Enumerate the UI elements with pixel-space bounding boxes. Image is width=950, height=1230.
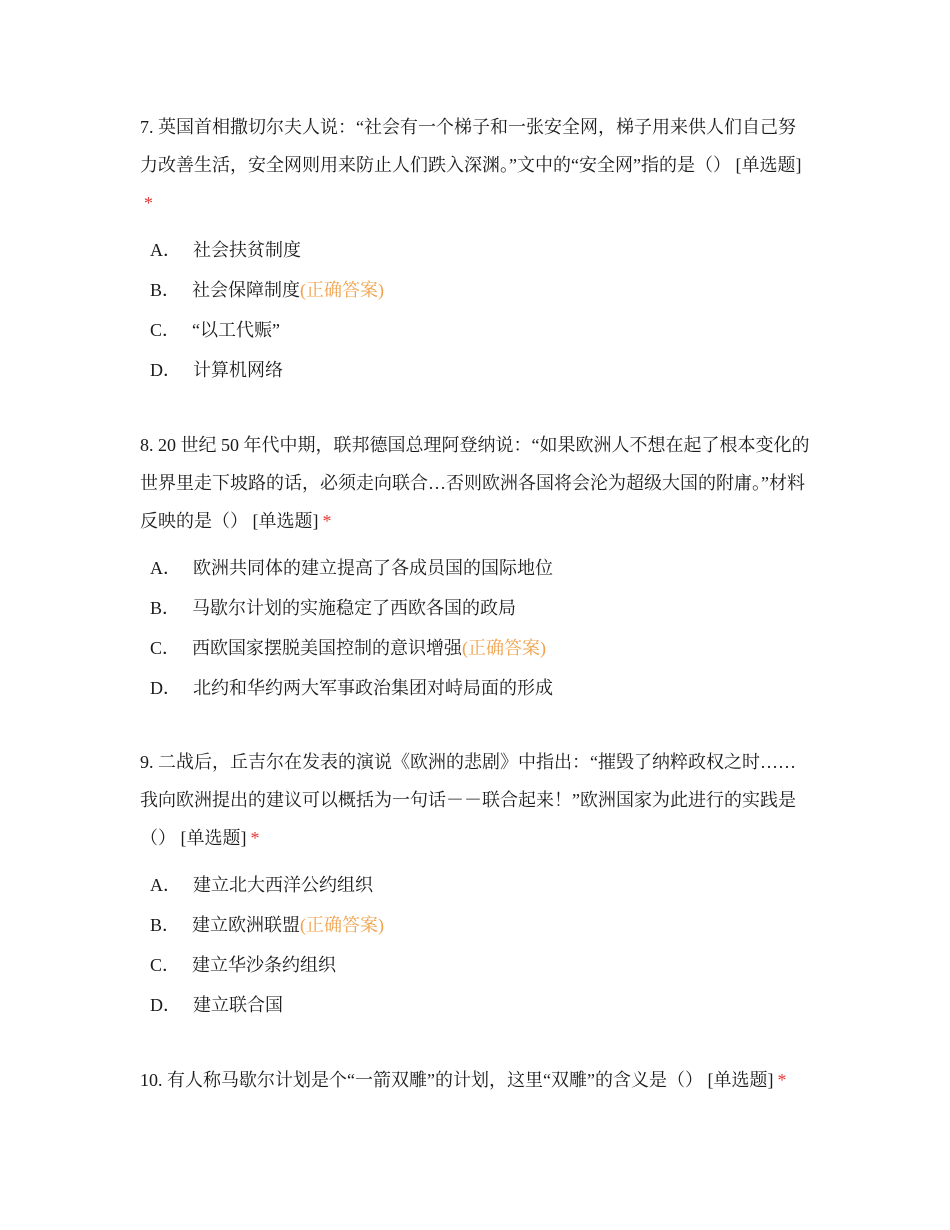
option-a[interactable]: [140, 230, 812, 270]
option-text: 西欧国家摆脱美国控制的意识增强: [192, 638, 463, 658]
required-mark: *: [144, 193, 153, 213]
option-b[interactable]: [140, 270, 812, 310]
option-letter: B．: [150, 598, 181, 618]
option-a[interactable]: [140, 865, 812, 905]
option-letter: D．: [150, 995, 181, 1015]
option-text: 计算机网络: [193, 360, 283, 380]
option-b[interactable]: [140, 588, 812, 628]
question-stem: [140, 426, 812, 540]
option-list: [140, 548, 812, 708]
option-letter: D．: [150, 360, 181, 380]
question-stem-text: 9. 二战后，丘吉尔在发表的演说《欧洲的悲剧》中指出：“摧毁了纳粹政权之时……我向欧洲提出的建议可以概括为一句话－－联合起来！”欧洲国家为此进行的实践是（） [单选题]: [140, 752, 796, 848]
option-d[interactable]: [140, 350, 812, 390]
correct-answer-label: (正确答案): [300, 280, 385, 300]
option-d[interactable]: [140, 985, 812, 1025]
option-text: 建立欧洲联盟: [192, 915, 301, 935]
option-letter: D．: [150, 678, 181, 698]
option-text: 建立联合国: [193, 995, 283, 1015]
question-10: [140, 1061, 812, 1099]
option-c[interactable]: [140, 310, 812, 350]
required-mark: *: [322, 511, 332, 531]
option-list: [140, 230, 812, 390]
option-text: 社会扶贫制度: [193, 240, 301, 260]
question-stem: [140, 1061, 812, 1099]
option-letter: A．: [150, 240, 181, 260]
option-letter: C．: [150, 320, 181, 340]
option-text: 北约和华约两大军事政治集团对峙局面的形成: [193, 678, 553, 698]
option-text: 建立华沙条约组织: [192, 955, 337, 975]
question-stem: [140, 108, 812, 222]
option-d[interactable]: [140, 668, 812, 708]
question-stem: [140, 743, 812, 857]
option-text: 欧洲共同体的建立提高了各成员国的国际地位: [193, 558, 553, 578]
question-stem-text: 10. 有人称马歇尔计划是个“一箭双雕”的计划，这里“双雕”的含义是（） [单选题]: [140, 1070, 774, 1090]
option-a[interactable]: [140, 548, 812, 588]
question-stem-text: 7. 英国首相撒切尔夫人说：“社会有一个梯子和一张安全网，梯子用来供人们自己努力改善生活，安全网则用来防止人们跌入深渊。”文中的“安全网”指的是（） [单选题]: [140, 117, 802, 175]
option-c[interactable]: [140, 945, 812, 985]
option-letter: B．: [150, 280, 181, 300]
option-letter: B．: [150, 915, 181, 935]
required-mark: *: [777, 1070, 787, 1090]
option-letter: C．: [150, 638, 181, 658]
correct-answer-label: (正确答案): [462, 638, 547, 658]
option-b[interactable]: [140, 905, 812, 945]
option-letter: C．: [150, 955, 181, 975]
option-letter: A．: [150, 558, 181, 578]
correct-answer-label: (正确答案): [300, 915, 385, 935]
option-text: “以工代赈”: [192, 320, 280, 340]
option-c[interactable]: [140, 628, 812, 668]
option-text: 社会保障制度: [192, 280, 301, 300]
option-text: 马歇尔计划的实施稳定了西欧各国的政局: [192, 598, 517, 618]
option-letter: A．: [150, 875, 181, 895]
option-text: 建立北大西洋公约组织: [193, 875, 373, 895]
question-8: [140, 426, 812, 708]
option-list: [140, 865, 812, 1025]
question-stem-text: 8. 20 世纪 50 年代中期，联邦德国总理阿登纳说：“如果欧洲人不想在起了根本变化的世界里走下坡路的话，必须走向联合…否则欧洲各国将会沦为超级大国的附庸。”材料反映的是（） [单选题]: [140, 435, 810, 531]
required-mark: *: [250, 828, 260, 848]
question-9: [140, 743, 812, 1025]
question-7: [140, 108, 812, 390]
